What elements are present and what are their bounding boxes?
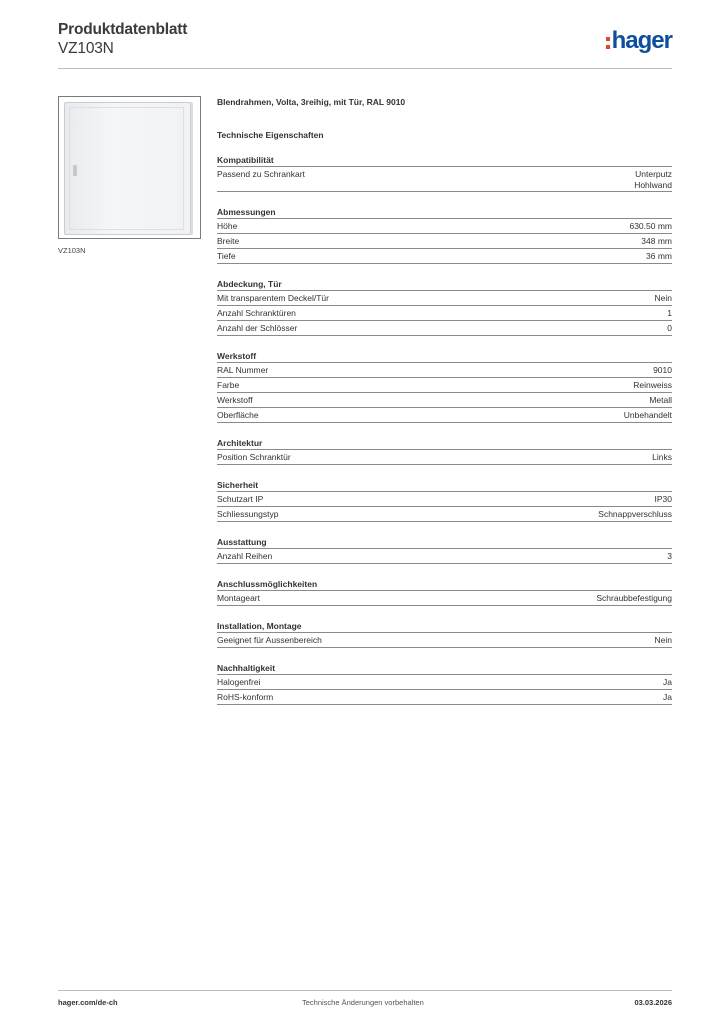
spec-value: 630.50 mm [629,221,672,231]
spec-group [217,154,672,192]
door-handle-icon [73,165,77,176]
spec-groups [217,154,672,705]
spec-row [217,363,672,378]
spec-group-title: Architektur [217,437,672,450]
spec-label: Breite [217,236,240,246]
spec-row [217,321,672,336]
spec-value: Metall [649,395,672,405]
spec-value: 0 [667,323,672,333]
spec-value: Schnappverschluss [598,509,672,519]
spec-value: Nein [654,635,672,645]
spec-row [217,507,672,522]
header-divider [58,68,672,69]
spec-label: RAL Nummer [217,365,269,375]
spec-value: 348 mm [641,236,672,246]
spec-value: Nein [654,293,672,303]
spec-value: IP30 [654,494,672,504]
spec-value: Schraubbefestigung [596,593,672,603]
logo-wordmark: hager [611,27,672,54]
spec-label: Anzahl Reihen [217,551,273,561]
spec-label: Tiefe [217,251,236,261]
logo-dots-icon [606,37,610,49]
spec-group [217,662,672,705]
spec-group-title: Kompatibilität [217,154,672,167]
spec-label: Oberfläche [217,410,259,420]
spec-value: Ja [663,692,672,702]
product-image [58,96,201,239]
spec-group [217,278,672,336]
spec-row [217,306,672,321]
footer-notice: Technische Änderungen vorbehalten [302,998,424,1007]
spec-row [217,234,672,249]
spec-label: Farbe [217,380,240,390]
spec-row [217,393,672,408]
spec-value: 36 mm [646,251,672,261]
spec-label: Schutzart IP [217,494,264,504]
spec-group [217,578,672,606]
spec-group-title: Anschlussmöglichkeiten [217,578,672,591]
spec-group [217,620,672,648]
spec-label: Position Schranktür [217,452,291,462]
spec-label: Werkstoff [217,395,253,405]
product-code: VZ103N [58,40,114,57]
spec-label: Höhe [217,221,238,231]
spec-value: Unbehandelt [623,410,672,420]
spec-label: Montageart [217,593,260,603]
spec-row [217,249,672,264]
spec-group [217,437,672,465]
page-header [58,20,672,68]
spec-value: 9010 [653,365,672,375]
section-heading: Technische Eigenschaften [217,130,324,140]
spec-value: Unterputz Hohlwand [634,169,672,190]
spec-group-title: Nachhaltigkeit [217,662,672,675]
spec-value: 3 [667,551,672,561]
spec-label: Schliessungstyp [217,509,279,519]
spec-row [217,378,672,393]
spec-label: Halogenfrei [217,677,261,687]
spec-row [217,690,672,705]
spec-group [217,350,672,423]
spec-row [217,591,672,606]
image-caption: VZ103N [58,246,86,255]
spec-label: RoHS-konform [217,692,274,702]
spec-row [217,492,672,507]
spec-row [217,549,672,564]
footer-website: hager.com/de-ch [58,998,118,1007]
spec-value: Reinweiss [633,380,672,390]
spec-group [217,536,672,564]
spec-value: Links [652,452,672,462]
spec-content [217,96,672,705]
spec-row [217,219,672,234]
spec-value: 1 [667,308,672,318]
spec-label: Anzahl der Schlösser [217,323,298,333]
spec-row [217,675,672,690]
spec-row [217,450,672,465]
spec-group [217,479,672,522]
footer-date: 03.03.2026 [634,998,672,1007]
spec-group-title: Abdeckung, Tür [217,278,672,291]
spec-group [217,206,672,264]
spec-group-title: Installation, Montage [217,620,672,633]
spec-row [217,408,672,423]
spec-group-title: Sicherheit [217,479,672,492]
spec-label: Passend zu Schrankart [217,169,305,179]
spec-label: Anzahl Schranktüren [217,308,296,318]
product-description: Blendrahmen, Volta, 3reihig, mit Tür, RAL 9010 [217,97,406,107]
spec-label: Mit transparentem Deckel/Tür [217,293,329,303]
spec-group-title: Werkstoff [217,350,672,363]
hager-logo [606,26,672,56]
spec-value: Ja [663,677,672,687]
footer-divider [58,990,672,991]
spec-label: Geeignet für Aussenbereich [217,635,322,645]
spec-group-title: Abmessungen [217,206,672,219]
spec-row [217,633,672,648]
door-panel-illustration [64,102,191,235]
page-title: Produktdatenblatt [58,21,188,38]
spec-row [217,167,672,192]
spec-row [217,291,672,306]
spec-group-title: Ausstattung [217,536,672,549]
